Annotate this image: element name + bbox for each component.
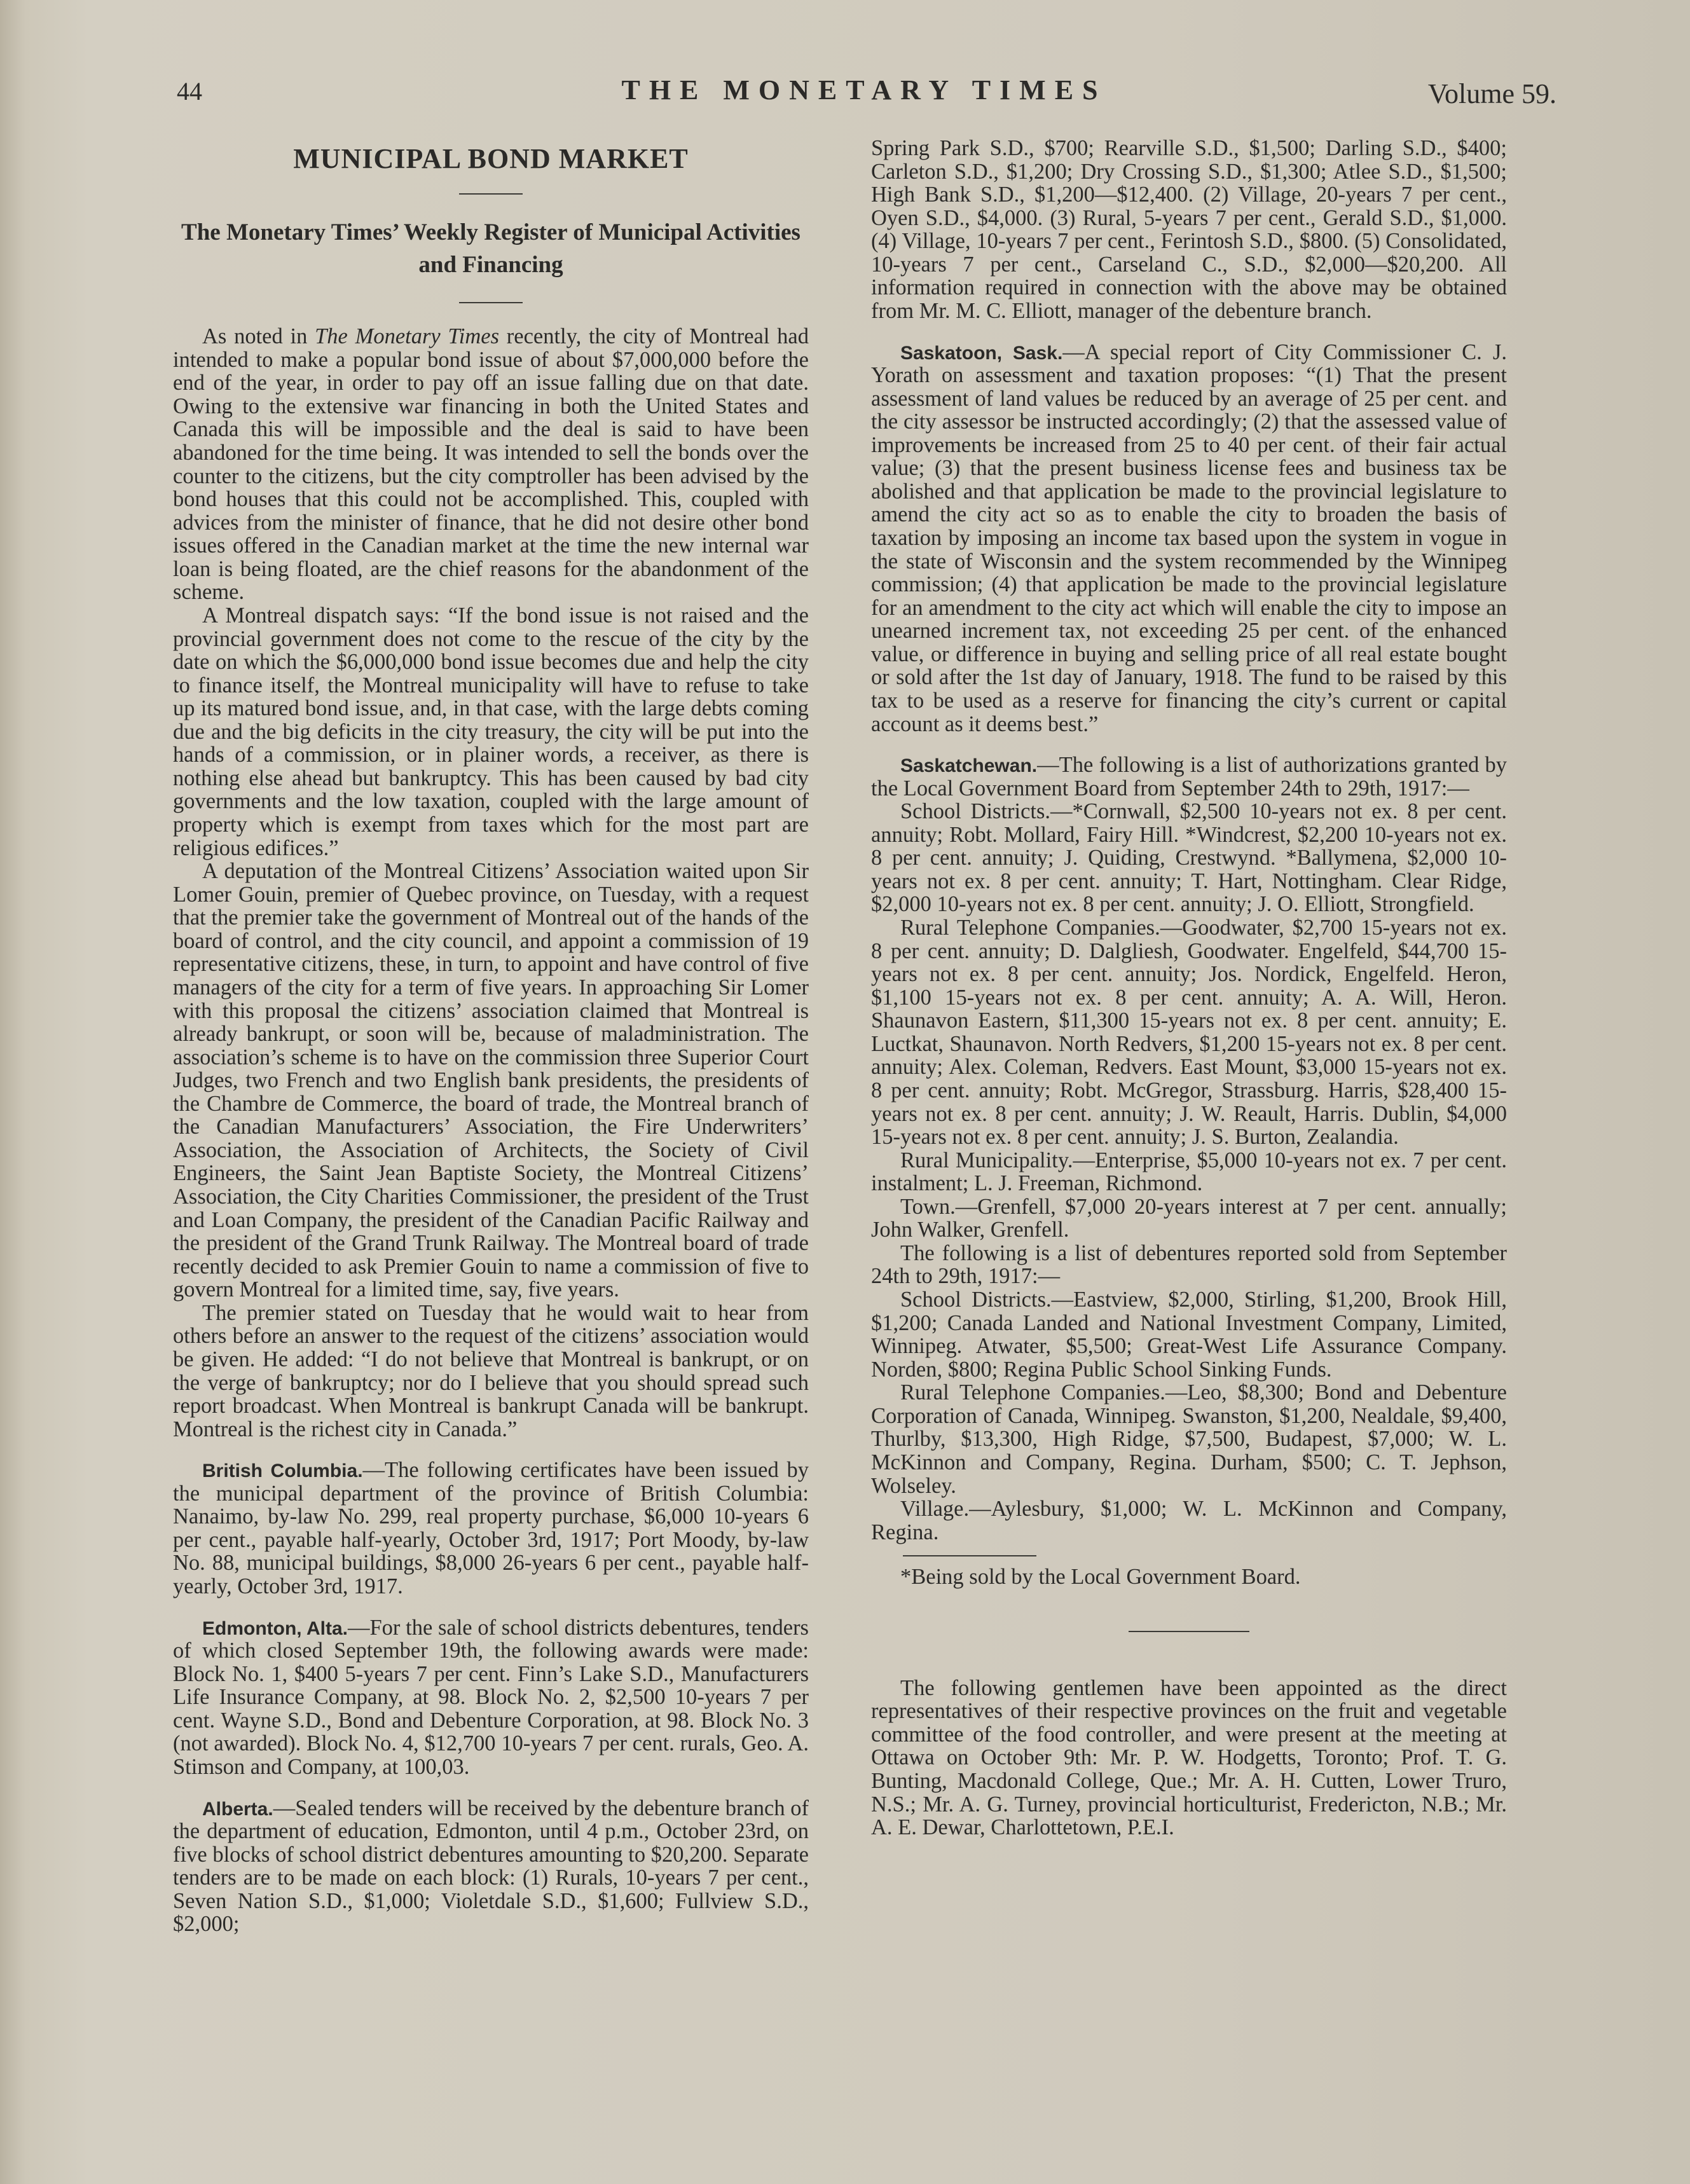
alberta-text: —Sealed tenders will be received by the debenture branch of the department of education, Edmonton, until 4 p.m., October 23rd, on five blocks of school district debentures amounting to $20,200. Separate tenders are to be made on each block: (1) Rurals, 10-years 7 per cent., Seven Nation S.D., $1,000; Violetdale S.D., $1,600; Fullview S.D., $2,000;	[173, 1796, 809, 1937]
right-column	[871, 137, 1507, 1839]
saskatchewan-heading: Saskatchewan.	[900, 755, 1038, 777]
saskatoon-text: —A special report of City Commissioner C. J. Yorath on assessment and taxation proposes: “(1) That the present assessment of land values be reduced by an average of 25 per cent. and the city assessor be instructed accordingly; (2) that the assessed value of improvements be increased from 25 to 40 per cent. of their fair actual value; (3) that the present business license fees and business tax be abolished and that application be made to the provincial legislature to amend the city act so as to enable the city to broaden the basis of taxation by imposing an income tax based upon the system in vogue in the state of Wisconsin and the system recommended by the Winnipeg commission; (4) that application be made to the provincial legislature for an amendment to the city act which will enable the city to impose an unearned increment tax, not exceeding 25 per cent. of the enhanced value, or difference in buying and selling price of all real estate bought or sold after the 1st day of January, 1918. The fund to be raised by this tax to be used as a reserve for financing the city’s current or capital account as it deems best.”	[871, 340, 1507, 736]
town-authorized: Town.—Grenfell, $7,000 20-years interest at 7 per cent. annually; John Walker, Grenfell.	[871, 1194, 1507, 1242]
intro-p1-rest: recently, the city of Montreal had intended to make a popular bond issue of about $7,000,000 before the end of the year, in order to pay off an issue falling due on that date. Owing to the extensive war financing in both the United States and Canada this will be impossible and the deal is said to have been abandoned for the time being. It was intended to sell the bonds over the counter to the citizens, but the city comptroller has been advised by the bond houses that this could not be accomplished. This, coupled with advices from the minister of finance, that he did not desire other bond issues offered in the Canadian market at the time the new internal war loan is being floated, are the chief reasons for the abandonment of the scheme.	[173, 324, 809, 605]
telephone-companies-authorized: Rural Telephone Companies.—Goodwater, $2,700 15-years not ex. 8 per cent. annuity; D. Dalgliesh, Goodwater. Engelfeld, $44,700 15-years not ex. 8 per cent. annuity; Jos. Nordick, Engelfeld. Heron, $1,100 15-years not ex. 8 per cent. annuity; A. A. Will, Heron. Shaunavon Eastern, $11,300 15-years not ex. 8 per cent. annuity; E. Luctkat, Shaunavon. North Redvers, $1,200 15-years not ex. 8 per cent. annuity; Alex. Coleman, Redvers. East Mount, $3,000 15-years not ex. 8 per cent. annuity; Robt. McGregor, Strassburg. Harris, $28,400 15-years not ex. 8 per cent. annuity; J. W. Reault, Harris. Dublin, $4,000 15-years not ex. 8 per cent. annuity; J. S. Burton, Zealandia.	[871, 916, 1507, 1150]
british-columbia-heading: British Columbia.	[202, 1460, 363, 1482]
intro-paragraph-4: The premier stated on Tuesday that he would wait to hear from others before an answer to the request of the citizens’ association would be given. He added: “I do not believe that Montreal is bankrupt, or on the verge of bankruptcy; nor do I believe that you should spread such report broadcast. When Montreal is bankrupt Canada will be bankrupt. Montreal is the richest city in Canada.”	[173, 1300, 809, 1441]
edmonton-text: —For the sale of school districts debentures, tenders of which closed September 19th, the following awards were made: Block No. 1, $400 5-years 7 per cent. Finn’s Lake S.D., Manufacturers Life Insurance Company, at 98. Block No. 2, $2,500 10-years 7 per cent. Wayne S.D., Bond and Debenture Corporation, at 98. Block No. 3 (not awarded). Block No. 4, $12,700 10-years 7 per cent. rurals, Geo. A. Stimson and Company, at 100,03.	[173, 1615, 809, 1779]
telephone-companies-sold: Rural Telephone Companies.—Leo, $8,300; Bond and Debenture Corporation of Canada, Winnipeg. Swanston, $1,200, Nealdale, $9,400, Thurlby, $13,300, High Ridge, $7,500, Budapest, $7,000; W. L. McKinnon and Company, Regina. Durham, $500; C. T. Jephson, Wolseley.	[871, 1380, 1507, 1498]
school-districts-authorized: School Districts.—*Cornwall, $2,500 10-years not ex. 8 per cent. annuity; Robt. Mollard, Fairy Hill. *Windcrest, $2,200 10-years not ex. 8 per cent. annuity; J. Quiding, Crestwynd. *Ballymena, $2,000 10-years not ex. 8 per cent. annuity; T. Hart, Nottingham. Clear Ridge, $2,000 10-years not ex. 8 per cent. annuity; J. O. Elliott, Strongfield.	[871, 799, 1507, 917]
british-columbia-text: —The following certificates have been issued by the municipal department of the province of British Columbia: Nanaimo, by-law No. 299, real property purchase, $6,000 10-years 6 per cent., payable half-yearly, October 3rd, 1917; Port Moody, by-law No. 88, municipal buildings, $8,000 26-years 6 per cent., payable half-yearly, October 3rd, 1917.	[173, 1458, 809, 1599]
alberta-section	[173, 1797, 809, 1936]
intro-paragraph-3: A deputation of the Montreal Citizens’ Association waited upon Sir Lomer Gouin, premier of Quebec province, on Tuesday, with a request that the premier take the government of Montreal out of the hands of the board of control, and the city council, and appoint a commission of 19 representative citizens, these, in turn, to appoint and have control of five managers of the city for a term of five years. In approaching Sir Lomer with this proposal the citizens’ association claimed that Montreal is already bankrupt, or soon will be, because of maladministration. The association’s scheme is to have on the commission three Superior Court Judges, two French and two English bank presidents, the presidents of the Chambre de Commerce, the board of trade, the Montreal branch of the Canadian Manufacturers’ Association, the Fire Underwriters’ Association, the Association of Architects, the Society of Civil Engineers, the Saint Jean Baptiste Society, the Montreal Citizens’ Association, the City Charities Commissioner, the president of the Trust and Loan Company, the president of the Canadian Pacific Railway and the president of the Grand Trunk Railway. The Montreal board of trade recently decided to ask Premier Gouin to name a commission of five to govern Montreal for a limited time, say, five years.	[173, 859, 809, 1302]
intro-paragraph-2: A Montreal dispatch says: “If the bond issue is not raised and the provincial government does not come to the rescue of the city by the date on which the $6,000,000 bond issue becomes due and help the city to finance itself, the Montreal municipality will have to refuse to take up its matured bond issue, and, in that case, with the large debts coming due and the big deficits in the city treasury, the city will be put into the hands of a commission, or in plainer words, a receiver, as there is nothing else ahead but bankruptcy. This has been caused by bad city governments and the low taxation, coupled with the large amount of property which is exempt from taxes which for the most part are religious edifices.”	[173, 603, 809, 860]
footnote: *Being sold by the Local Government Board.	[900, 1565, 1301, 1590]
left-column	[173, 137, 809, 1936]
saskatoon-section	[871, 341, 1507, 736]
article-subtitle: The Monetary Times’ Weekly Register of Municipal Activities and Financing	[181, 219, 800, 278]
page-number: 44	[177, 77, 202, 106]
footnote-rule	[903, 1555, 1036, 1556]
title-rule	[459, 193, 523, 195]
alberta-continued: Spring Park S.D., $700; Rearville S.D., $1,500; Darling S.D., $400; Carleton S.D., $1,200; Dry Crossing S.D., $1,300; Atlee S.D., $1,500; High Bank S.D., $1,200—$12,400. (2) Village, 20-years 7 per cent., Oyen S.D., $4,000. (3) Rural, 5-years 7 per cent., Gerald S.D., $1,000. (4) Village, 10-years 7 per cent., Ferintosh S.D., $800. (5) Consolidated, 10-years 7 per cent., Carseland C., S.D., $2,000—$20,200. All information required in connection with the above may be obtained from Mr. M. C. Elliott, manager of the debenture branch.	[871, 136, 1507, 323]
publication-name: The Monetary Times	[315, 324, 500, 349]
village-sold: Village.—Aylesbury, $1,000; W. L. McKinnon and Company, Regina.	[871, 1497, 1507, 1544]
debentures-sold-intro: The following is a list of debentures reported sold from September 24th to 29th, 1917:—	[871, 1240, 1507, 1289]
subtitle-rule	[459, 302, 523, 303]
school-districts-sold: School Districts.—Eastview, $2,000, Stirling, $1,200, Brook Hill, $1,200; Canada Landed and National Investment Company, Limited, Winnipeg. Atwater, $5,500; Great-West Life Assurance Company. Norden, $800; Regina Public School Sinking Funds.	[871, 1288, 1507, 1382]
british-columbia-section	[173, 1459, 809, 1598]
alberta-heading: Alberta.	[202, 1798, 273, 1820]
rural-municipality-authorized: Rural Municipality.—Enterprise, $5,000 10-years not ex. 7 per cent. instalment; L. J. Freeman, Richmond.	[871, 1148, 1507, 1196]
section-divider	[1129, 1631, 1249, 1632]
running-header	[172, 71, 1556, 116]
journal-title: THE MONETARY TIMES	[621, 74, 1107, 106]
edmonton-heading: Edmonton, Alta.	[202, 1617, 348, 1639]
article-title: MUNICIPAL BOND MARKET	[293, 143, 689, 174]
volume-label: Volume 59.	[1427, 78, 1556, 109]
intro-paragraph-1	[173, 325, 809, 604]
edmonton-section	[173, 1616, 809, 1779]
saskatchewan-section	[871, 753, 1507, 800]
saskatoon-heading: Saskatoon, Sask.	[900, 342, 1063, 364]
intro-p1-start: As noted in	[202, 324, 315, 349]
closing-paragraph: The following gentlemen have been appointed as the direct representatives of their respective provinces on the fruit and vegetable committee of the food controller, and were present at the meeting at Ottawa on October 9th: Mr. P. W. Hodgetts, Toronto; Prof. T. G. Bunting, Macdonald College, Que.; Mr. A. H. Cutten, Lower Truro, N.S.; Mr. A. G. Turney, provincial horticulturist, Fredericton, N.B.; Mr. A. E. Dewar, Charlottetown, P.E.I.	[871, 1675, 1507, 1840]
saskatchewan-text: —The following is a list of authorizations granted by the Local Government Board from September 24th to 29th, 1917:—	[871, 753, 1507, 800]
